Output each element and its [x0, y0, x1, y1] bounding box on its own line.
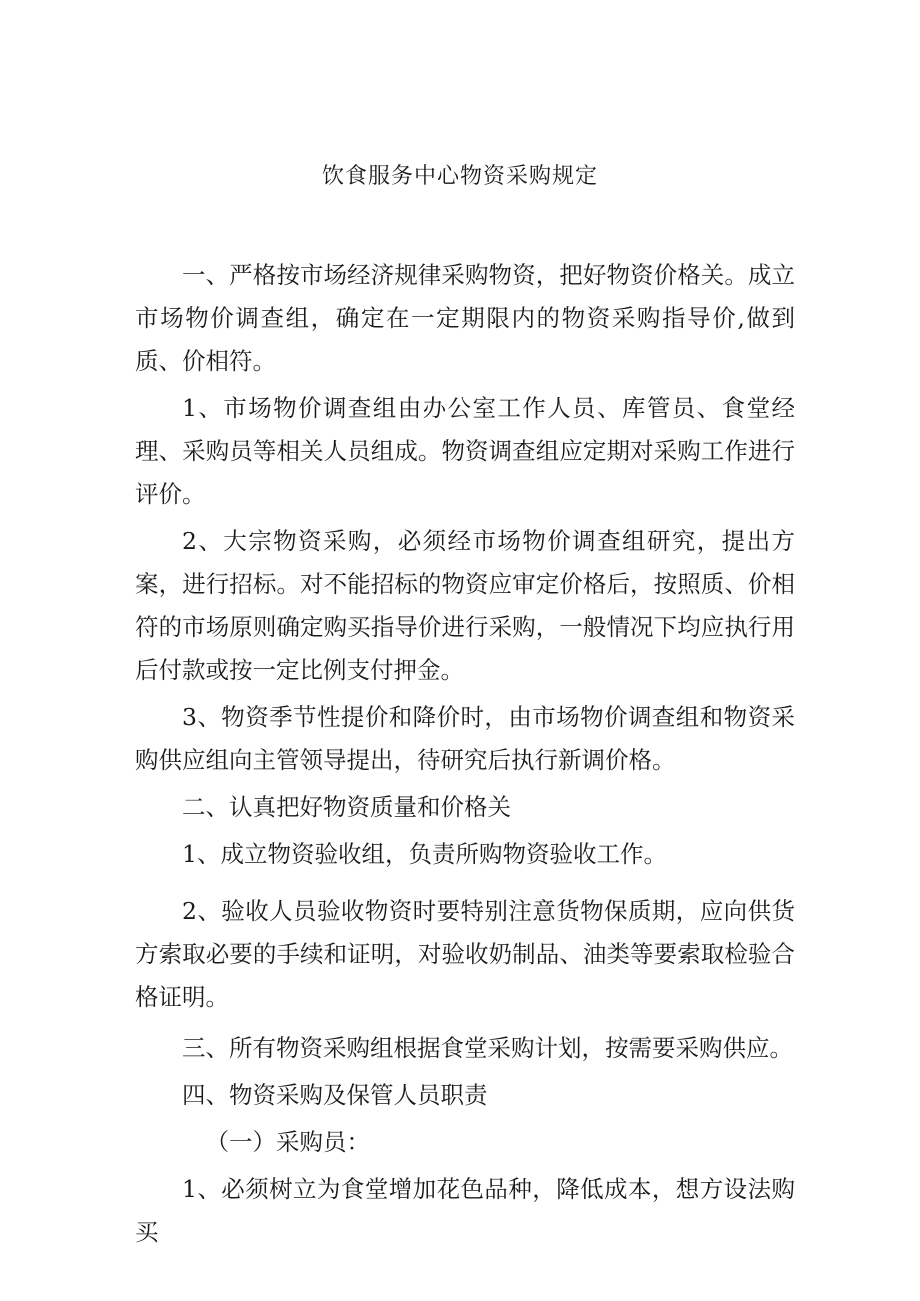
document-title: 饮食服务中心物资采购规定: [321, 164, 598, 189]
paragraph-section-1: 一、严格按市场经济规律采购物资，把好物资价格关。成立市场物价调查组，确定在一定期限内的物资采购指导价,做到质、价相符。: [135, 261, 795, 375]
paragraph-subsection-buyer: （一）采购员：: [205, 1128, 370, 1156]
paragraph-section-4: 四、物资采购及保管人员职责: [182, 1081, 488, 1109]
paragraph-1-3: 3、物资季节性提价和降价时，由市场物价调查组和物资采购供应组向主管领导提出，待研究后执行新调价格。: [135, 703, 795, 774]
paragraph-4-1: 1、必须树立为食堂增加花色品种，降低成本，想方设法购买: [135, 1175, 795, 1246]
paragraph-section-2: 二、认真把好物资质量和价格关: [182, 793, 511, 821]
paragraph-1-2: 2、大宗物资采购，必须经市场物价调查组研究，提出方案，进行招标。对不能招标的物资应审定价格后，按照质、价相符的市场原则确定购买指导价进行采购，一般情况下均应执行用后付款或按一定比例支付押金。: [135, 527, 795, 684]
document-body: [135, 254, 795, 1254]
paragraph-2-2: 2、验收人员验收物资时要特别注意货物保质期，应向供货方索取必要的手续和证明，对验收奶制品、油类等要索取检验合格证明。: [135, 897, 795, 1011]
paragraph-2-1: 1、成立物资验收组，负责所购物资验收工作。: [182, 840, 667, 868]
paragraph-1-1: 1、市场物价调查组由办公室工作人员、库管员、食堂经理、采购员等相关人员组成。物资调查组应定期对采购工作进行评价。: [135, 394, 795, 508]
paragraph-section-3: 三、所有物资采购组根据食堂采购计划，按需要采购供应。: [182, 1034, 793, 1062]
